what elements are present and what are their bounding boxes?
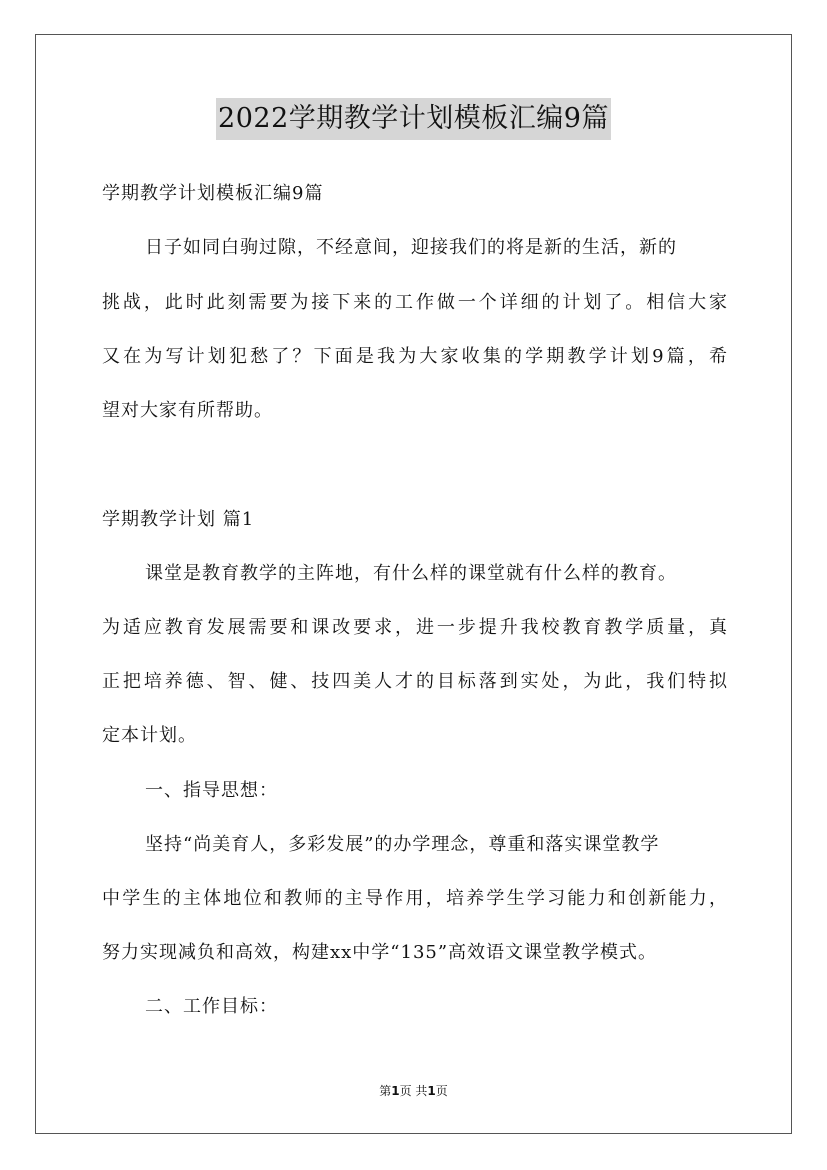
title-container — [0, 98, 827, 140]
guiding-line: 努力实现减负和高效，构建xx中学“135”高效语文课堂教学模式。 — [102, 942, 658, 963]
page-footer — [0, 1083, 827, 1099]
footer-current-page: 1 — [391, 1084, 400, 1098]
footer-prefix: 第 — [379, 1084, 392, 1098]
footer-mid: 页 共 — [399, 1084, 428, 1098]
section-line: 为适应教育发展需要和课改要求，进一步提升我校教育教学质量，真 — [102, 617, 728, 638]
document-title: 2022学期教学计划模板汇编9篇 — [216, 98, 611, 140]
section-line: 课堂是教育教学的主阵地，有什么样的课堂就有什么样的教育。 — [145, 563, 677, 584]
footer-total-pages: 1 — [427, 1084, 436, 1098]
footer-suffix: 页 — [435, 1084, 448, 1098]
section-line: 定本计划。 — [102, 725, 197, 746]
section-heading: 学期教学计划 篇1 — [102, 509, 255, 530]
intro-line: 又在为写计划犯愁了？下面是我为大家收集的学期教学计划9篇，希 — [102, 346, 728, 367]
heading-work-goals: 二、工作目标： — [145, 996, 278, 1017]
section-line: 正把培养德、智、健、技四美人才的目标落到实处，为此，我们特拟 — [102, 671, 728, 692]
heading-guiding-ideas: 一、指导思想： — [145, 780, 278, 801]
document-subtitle: 学期教学计划模板汇编9篇 — [102, 183, 324, 204]
intro-line: 挑战，此时此刻需要为接下来的工作做一个详细的计划了。相信大家 — [102, 292, 728, 313]
guiding-line: 坚持“尚美育人，多彩发展”的办学理念，尊重和落实课堂教学 — [145, 834, 660, 855]
guiding-line: 中学生的主体地位和教师的主导作用，培养学生学习能力和创新能力， — [102, 888, 728, 909]
intro-line: 日子如同白驹过隙，不经意间，迎接我们的将是新的生活，新的 — [145, 237, 677, 258]
intro-line: 望对大家有所帮助。 — [102, 400, 273, 421]
